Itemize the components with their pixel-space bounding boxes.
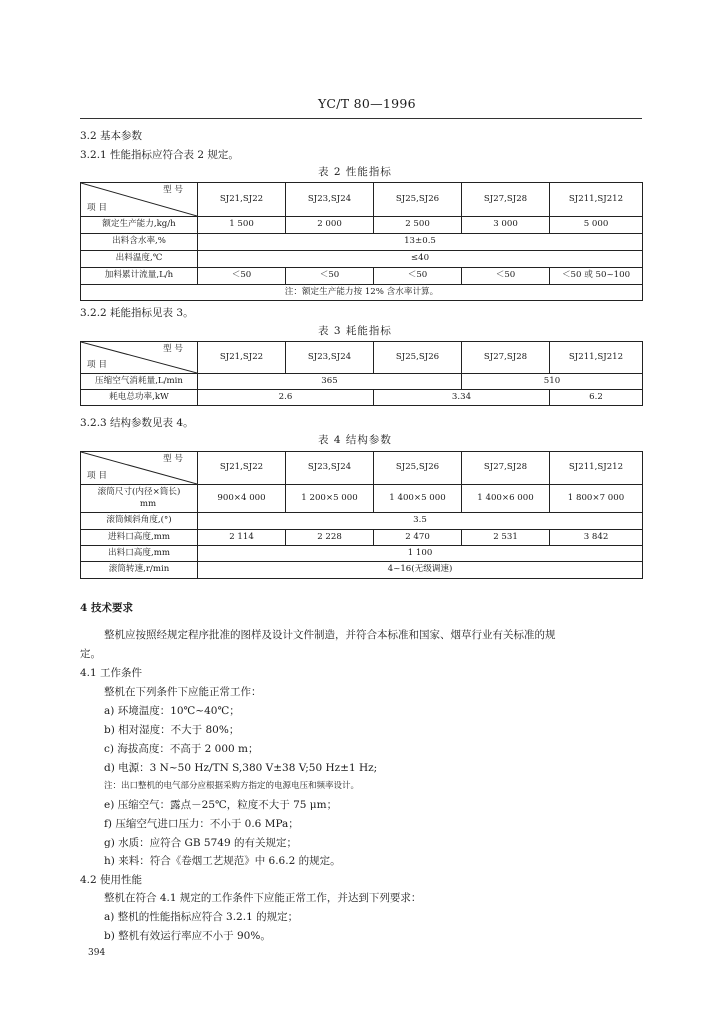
- condition-item: c) 海拔高度：不高于 2 000 m；: [104, 743, 259, 755]
- table-cell: 5 000: [550, 217, 643, 234]
- row-label: 出料含水率,%: [81, 234, 198, 251]
- model-header-cell: SJ25,SJ26: [374, 183, 462, 217]
- row-label: 出料口高度,mm: [81, 546, 198, 562]
- condition-item: d) 电源：3 N~50 Hz/TN S,380 V±38 V;50 Hz±1 Hz;: [104, 762, 378, 774]
- section-4-2-heading: 4.2 使用性能: [80, 874, 143, 886]
- table-cell: 13±0.5: [198, 234, 643, 251]
- table-cell: 1 500: [198, 217, 286, 234]
- model-header-cell: SJ25,SJ26: [374, 342, 462, 374]
- table-row: [81, 485, 643, 513]
- table-cell: 1 400×6 000: [462, 485, 550, 513]
- header-item-label: 项 目: [87, 359, 107, 370]
- condition-item: a) 环境温度：10℃~40℃；: [104, 705, 240, 717]
- table-row: [81, 183, 643, 217]
- model-header-cell: SJ21,SJ22: [198, 342, 286, 374]
- table-2-performance: [80, 182, 643, 301]
- table-3-energy: [80, 341, 643, 406]
- row-label: 滚筒倾斜角度,(°): [81, 513, 198, 530]
- row-label-line: 滚筒尺寸(内径×筒长): [97, 486, 181, 497]
- section-3-2-1-text: 3.2.1 性能指标应符合表 2 规定。: [80, 149, 239, 161]
- table-2-caption: 表 2 性能指标: [318, 166, 392, 178]
- section-4-1-heading: 4.1 工作条件: [80, 667, 143, 679]
- section-3-2-2-text: 3.2.2 耗能指标见表 3。: [80, 307, 194, 319]
- model-header-cell: SJ211,SJ212: [550, 183, 643, 217]
- condition-item: e) 压缩空气：露点－25℃，粒度不大于 75 μm；: [104, 799, 338, 811]
- standard-code-header: YC/T 80—1996: [318, 96, 416, 111]
- table-row: [81, 268, 643, 285]
- table-row: [81, 374, 643, 390]
- table-cell: ＜50: [286, 268, 374, 285]
- table-cell: 3 842: [550, 530, 643, 546]
- model-header-cell: SJ25,SJ26: [374, 452, 462, 485]
- table-cell: 365: [198, 374, 462, 390]
- table-row: [81, 342, 643, 374]
- row-label: [81, 485, 198, 513]
- model-header-cell: SJ27,SJ28: [462, 183, 550, 217]
- table-cell: 2.6: [198, 390, 374, 406]
- table-cell: 2 531: [462, 530, 550, 546]
- table-cell: ＜50: [462, 268, 550, 285]
- model-header-cell: SJ27,SJ28: [462, 342, 550, 374]
- section-4-2-intro: 整机在符合 4.1 规定的工作条件下应能正常工作，并达到下列要求：: [104, 892, 422, 904]
- performance-item: b) 整机有效运行率应不小于 90%。: [104, 930, 271, 942]
- section-3-2-heading: 3.2 基本参数: [80, 130, 143, 142]
- row-label: 出料温度,℃: [81, 251, 198, 268]
- table-cell: 6.2: [550, 390, 643, 406]
- table-row: [81, 530, 643, 546]
- table-row: [81, 513, 643, 530]
- row-label: 压缩空气消耗量,L/min: [81, 374, 198, 390]
- table-row: [81, 452, 643, 485]
- page-number: 394: [88, 948, 106, 958]
- table-row: [81, 234, 643, 251]
- table-row: [81, 217, 643, 234]
- row-label-unit: mm: [139, 499, 157, 509]
- table-row: [81, 251, 643, 268]
- section-4-intro-line-1: 整机应按照经规定程序批准的图样及设计文件制造，并符合本标准和国家、烟草行业有关标准的规: [104, 629, 556, 641]
- table-header-diagonal-cell: [81, 452, 198, 485]
- row-label: 加料累计流量,L/h: [81, 268, 198, 285]
- table-cell: 3.5: [198, 513, 643, 530]
- table-cell: 3.34: [374, 390, 550, 406]
- table-row: [81, 562, 643, 579]
- model-header-cell: SJ211,SJ212: [550, 342, 643, 374]
- table-note-row: [81, 285, 643, 301]
- table-cell: 1 100: [198, 546, 643, 562]
- section-4-1-intro: 整机在下列条件下应能正常工作：: [104, 686, 262, 698]
- table-cell: 2 114: [198, 530, 286, 546]
- table-cell: ＜50: [374, 268, 462, 285]
- header-item-label: 项 目: [87, 202, 107, 213]
- table-note: 注：额定生产能力按 12% 含水率计算。: [81, 285, 643, 301]
- table-cell: 510: [462, 374, 643, 390]
- condition-item: b) 相对湿度：不大于 80%；: [104, 724, 240, 736]
- table-cell: 2 228: [286, 530, 374, 546]
- table-cell: 1 800×7 000: [550, 485, 643, 513]
- section-3-2-3-text: 3.2.3 结构参数见表 4。: [80, 417, 194, 429]
- table-cell: 2 000: [286, 217, 374, 234]
- condition-item: g) 水质：应符合 GB 5749 的有关规定；: [104, 837, 297, 849]
- table-cell: 4~16(无级调速): [198, 562, 643, 579]
- table-cell: ＜50: [198, 268, 286, 285]
- table-row: [81, 390, 643, 406]
- table-cell: ＜50 或 50~100: [550, 268, 643, 285]
- table-cell: 1 400×5 000: [374, 485, 462, 513]
- table-header-diagonal-cell: [81, 183, 198, 217]
- section-4-heading: 4 技术要求: [80, 602, 133, 614]
- model-header-cell: SJ27,SJ28: [462, 452, 550, 485]
- table-4-structure: [80, 451, 643, 579]
- model-header-cell: SJ211,SJ212: [550, 452, 643, 485]
- row-label: 耗电总功率,kW: [81, 390, 198, 406]
- header-item-label: 项 目: [87, 470, 107, 481]
- model-header-cell: SJ21,SJ22: [198, 183, 286, 217]
- table-cell: 2 500: [374, 217, 462, 234]
- row-label: 进料口高度,mm: [81, 530, 198, 546]
- header-model-label: 型 号: [163, 185, 183, 195]
- model-header-cell: SJ23,SJ24: [286, 183, 374, 217]
- condition-item: h) 来料：符合《卷烟工艺规范》中 6.6.2 的规定。: [104, 855, 341, 867]
- table-cell: 2 470: [374, 530, 462, 546]
- table-3-caption: 表 3 耗能指标: [318, 325, 392, 337]
- table-4-caption: 表 4 结构参数: [318, 434, 392, 446]
- section-4-intro-line-2: 定。: [80, 648, 101, 660]
- condition-note: 注：出口整机的电气部分应根据采购方指定的电源电压和频率设计。: [104, 781, 360, 791]
- header-model-label: 型 号: [163, 454, 183, 464]
- table-cell: 900×4 000: [198, 485, 286, 513]
- model-header-cell: SJ23,SJ24: [286, 452, 374, 485]
- table-row: [81, 546, 643, 562]
- table-cell: 1 200×5 000: [286, 485, 374, 513]
- model-header-cell: SJ23,SJ24: [286, 342, 374, 374]
- header-rule: [80, 118, 642, 119]
- row-label: 滚筒转速,r/min: [81, 562, 198, 579]
- table-header-diagonal-cell: [81, 342, 198, 374]
- header-model-label: 型 号: [163, 344, 183, 354]
- table-cell: ≤40: [198, 251, 643, 268]
- table-cell: 3 000: [462, 217, 550, 234]
- model-header-cell: SJ21,SJ22: [198, 452, 286, 485]
- row-label: 额定生产能力,kg/h: [81, 217, 198, 234]
- condition-item: f) 压缩空气进口压力：不小于 0.6 MPa；: [104, 818, 299, 830]
- performance-item: a) 整机的性能指标应符合 3.2.1 的规定；: [104, 911, 299, 923]
